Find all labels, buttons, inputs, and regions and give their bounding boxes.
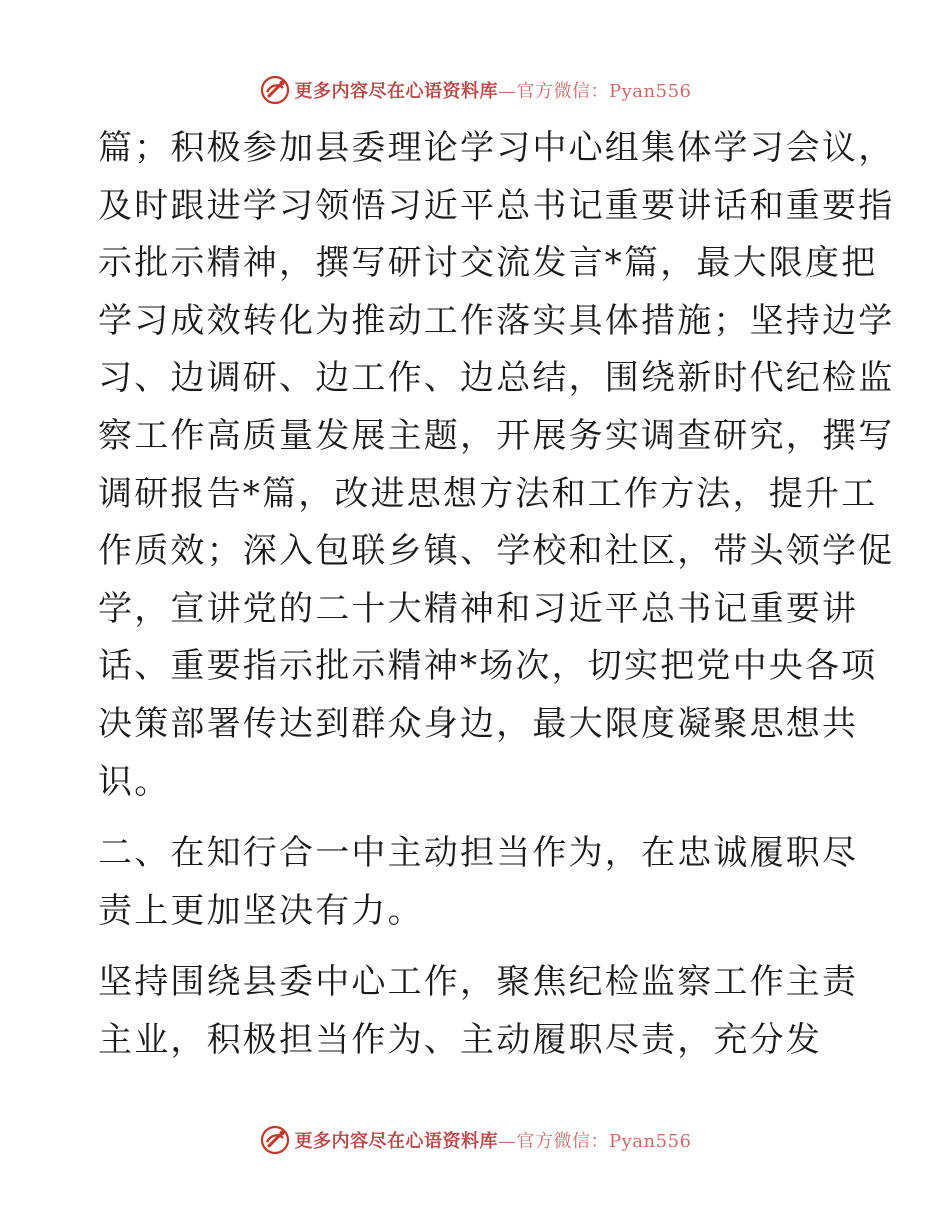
text-line: 及时跟进学习领悟习近平总书记重要讲话和重要指 (98, 185, 895, 226)
text-line: 调研报告*篇，改进思想方法和工作方法，提升工 (98, 473, 878, 514)
header-watermark (0, 72, 950, 108)
watermark-text: 更多内容尽在心语资料库—官方微信：Pyan556 (294, 1131, 692, 1152)
text-line: 察工作高质量发展主题，开展务实调查研究，撰写 (98, 415, 895, 456)
watermark-text: 更多内容尽在心语资料库—官方微信：Pyan556 (294, 81, 692, 102)
text-line: 学，宣讲党的二十大精神和习近平总书记重要讲 (98, 588, 859, 629)
text-line: 识。 (98, 761, 171, 802)
text-line: 篇；积极参加县委理论学习中心组集体学习会议， (98, 128, 895, 168)
text-line: 学习成效转化为推动工作落实具体措施；坚持边学 (98, 300, 895, 341)
text-line: 坚持围绕县委中心工作，聚焦纪检监察工作主责 (98, 962, 859, 1003)
text-line: 责上更加坚决有力。 (98, 890, 424, 931)
logo-icon (259, 74, 291, 106)
footer-watermark (0, 1122, 950, 1158)
text-line: 主业，积极担当作为、主动履职尽责，充分发 (98, 1019, 822, 1060)
section-heading (98, 825, 858, 940)
text-line: 作质效；深入包联乡镇、学校和社区，带头领学促 (98, 531, 895, 572)
paragraph-2 (98, 954, 858, 1069)
text-line: 话、重要指示批示精神*场次，切实把党中央各项 (98, 646, 878, 687)
logo-icon (259, 1124, 291, 1156)
document-body (98, 120, 895, 1070)
text-line: 二、在知行合一中主动担当作为，在忠诚履职尽 (98, 833, 859, 874)
text-line: 示批示精神，撰写研讨交流发言*篇，最大限度把 (98, 243, 878, 284)
text-line: 习、边调研、边工作、边总结，围绕新时代纪检监 (98, 358, 895, 399)
text-line: 决策部署传达到群众身边，最大限度凝聚思想共 (98, 703, 859, 744)
paragraph-1 (98, 120, 895, 811)
